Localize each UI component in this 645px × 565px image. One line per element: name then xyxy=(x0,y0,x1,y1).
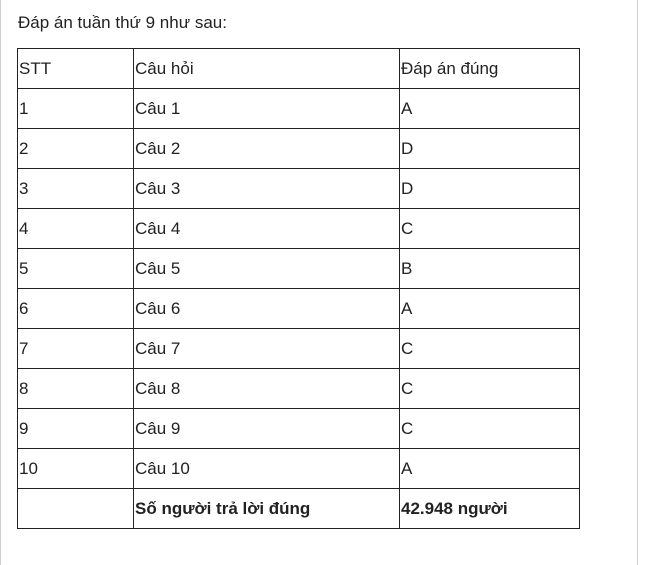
cell-stt: 7 xyxy=(18,329,134,369)
table-row xyxy=(18,129,580,169)
table-row xyxy=(18,329,580,369)
cell-answer: D xyxy=(400,129,580,169)
cell-stt: 2 xyxy=(18,129,134,169)
cell-question: Câu 10 xyxy=(134,449,400,489)
cell-answer: D xyxy=(400,169,580,209)
header-question: Câu hỏi xyxy=(134,49,400,89)
cell-question: Câu 1 xyxy=(134,89,400,129)
cell-stt: 9 xyxy=(18,409,134,449)
table-row xyxy=(18,369,580,409)
answer-table xyxy=(17,48,580,529)
header-stt: STT xyxy=(18,49,134,89)
total-value: 42.948 người xyxy=(400,489,580,529)
cell-stt: 6 xyxy=(18,289,134,329)
cell-answer: C xyxy=(400,329,580,369)
cell-question: Câu 9 xyxy=(134,409,400,449)
cell-answer: A xyxy=(400,449,580,489)
cell-answer: A xyxy=(400,89,580,129)
cell-question: Câu 5 xyxy=(134,249,400,289)
header-answer: Đáp án đúng xyxy=(400,49,580,89)
table-row xyxy=(18,289,580,329)
table-row xyxy=(18,249,580,289)
table-row xyxy=(18,209,580,249)
cell-question: Câu 3 xyxy=(134,169,400,209)
cell-stt: 4 xyxy=(18,209,134,249)
cell-stt: 10 xyxy=(18,449,134,489)
cell-question: Câu 6 xyxy=(134,289,400,329)
cell-answer: C xyxy=(400,369,580,409)
cell-question: Câu 2 xyxy=(134,129,400,169)
cell-stt: 1 xyxy=(18,89,134,129)
table-header-row xyxy=(18,49,580,89)
table-row xyxy=(18,169,580,209)
table-row xyxy=(18,409,580,449)
cell-answer: A xyxy=(400,289,580,329)
cell-stt: 5 xyxy=(18,249,134,289)
total-label: Số người trả lời đúng xyxy=(134,489,400,529)
intro-text: Đáp án tuần thứ 9 như sau: xyxy=(18,13,227,32)
cell-stt: 3 xyxy=(18,169,134,209)
table-row xyxy=(18,89,580,129)
cell-question: Câu 7 xyxy=(134,329,400,369)
total-row xyxy=(18,489,580,529)
cell-stt: 8 xyxy=(18,369,134,409)
total-stt-cell xyxy=(18,489,134,529)
table-row xyxy=(18,449,580,489)
cell-answer: B xyxy=(400,249,580,289)
cell-answer: C xyxy=(400,209,580,249)
cell-answer: C xyxy=(400,409,580,449)
cell-question: Câu 4 xyxy=(134,209,400,249)
cell-question: Câu 8 xyxy=(134,369,400,409)
